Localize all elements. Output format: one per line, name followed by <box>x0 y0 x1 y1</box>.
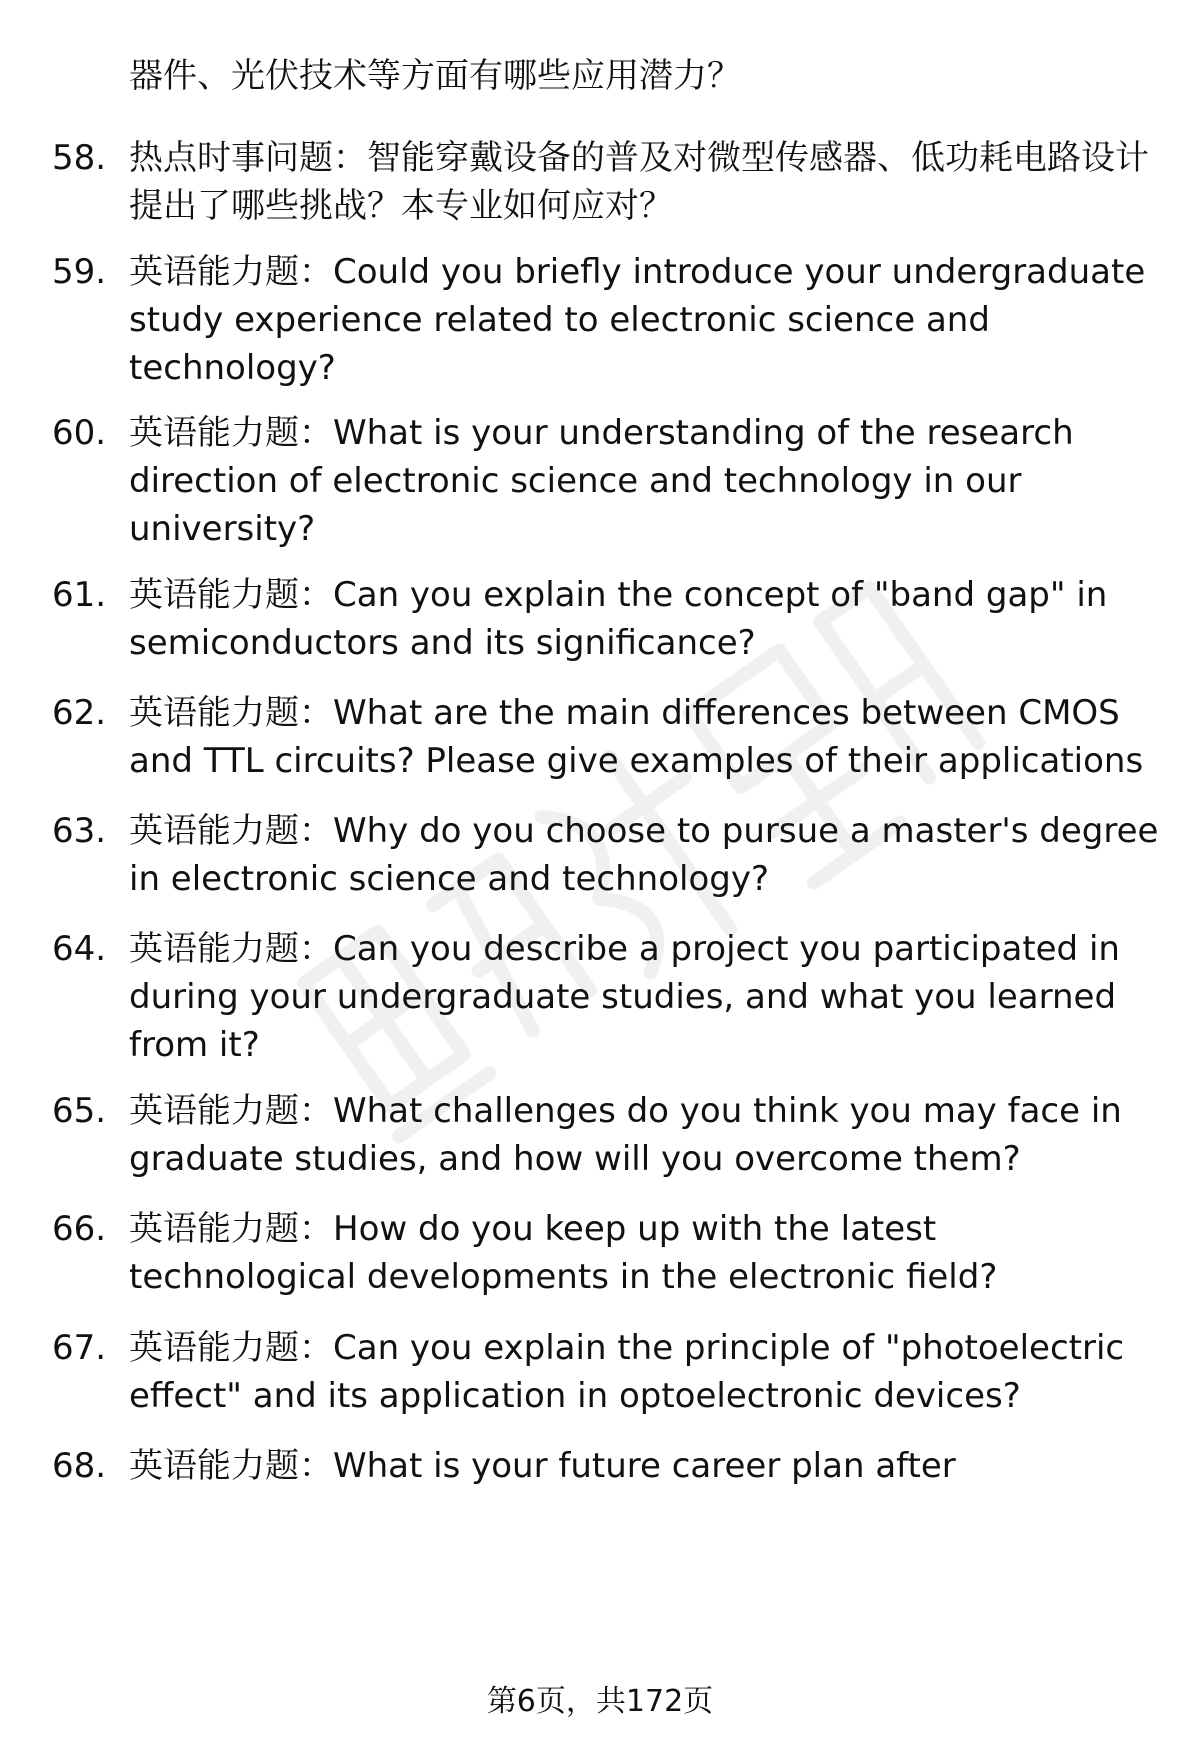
question-item-58 <box>52 134 1162 230</box>
question-number: 67. <box>52 1328 107 1368</box>
question-text: 英语能力题：Could you briefly introduce your undergraduate study experience related to electronic science and technology? <box>129 252 1146 388</box>
continuation-line <box>52 52 1162 100</box>
question-text: 英语能力题：Can you describe a project you participated in during your undergraduate studies, and what you learned from it? <box>129 929 1120 1065</box>
question-number: 59. <box>52 252 107 292</box>
question-item-62 <box>52 689 1162 785</box>
question-number: 58. <box>52 138 107 178</box>
question-number: 62. <box>52 693 107 733</box>
question-text: 英语能力题：What challenges do you think you may face in graduate studies, and how will you overcome them? <box>129 1091 1122 1179</box>
question-item-61 <box>52 571 1162 667</box>
question-number: 66. <box>52 1209 107 1249</box>
question-item-66 <box>52 1205 1162 1301</box>
question-text: 英语能力题：Can you explain the concept of "band gap" in semiconductors and its significance? <box>129 575 1108 663</box>
question-item-63 <box>52 807 1162 903</box>
question-item-64 <box>52 925 1162 1069</box>
continuation-text: 器件、光伏技术等方面有哪些应用潜力？ <box>129 56 741 96</box>
question-item-67 <box>52 1324 1162 1420</box>
question-text: 英语能力题：Why do you choose to pursue a master's degree in electronic science and technology? <box>129 811 1159 899</box>
question-number: 65. <box>52 1091 107 1131</box>
question-text: 英语能力题：What are the main differences between CMOS and TTL circuits? Please give examples of their applications <box>129 693 1144 781</box>
question-text: 英语能力题：How do you keep up with the latest technological developments in the electronic field? <box>129 1209 998 1297</box>
question-number: 60. <box>52 413 107 453</box>
question-text: 英语能力题：Can you explain the principle of "photoelectric effect" and its application in optoelectronic devices? <box>129 1328 1125 1416</box>
question-number: 61. <box>52 575 107 615</box>
question-item-65 <box>52 1087 1162 1183</box>
question-number: 68. <box>52 1446 107 1486</box>
page-footer: 第6页，共172页 <box>486 1684 714 1719</box>
question-text: 热点时事问题：智能穿戴设备的普及对微型传感器、低功耗电路设计提出了哪些挑战？本专业如何应对？ <box>129 138 1149 226</box>
question-number: 64. <box>52 929 107 969</box>
question-item-60 <box>52 409 1162 553</box>
question-item-59 <box>52 248 1162 392</box>
question-text: 英语能力题：What is your future career plan after <box>129 1446 956 1486</box>
question-item-68 <box>52 1442 1162 1490</box>
question-text: 英语能力题：What is your understanding of the research direction of electronic science and technology in our university? <box>129 413 1074 549</box>
question-number: 63. <box>52 811 107 851</box>
